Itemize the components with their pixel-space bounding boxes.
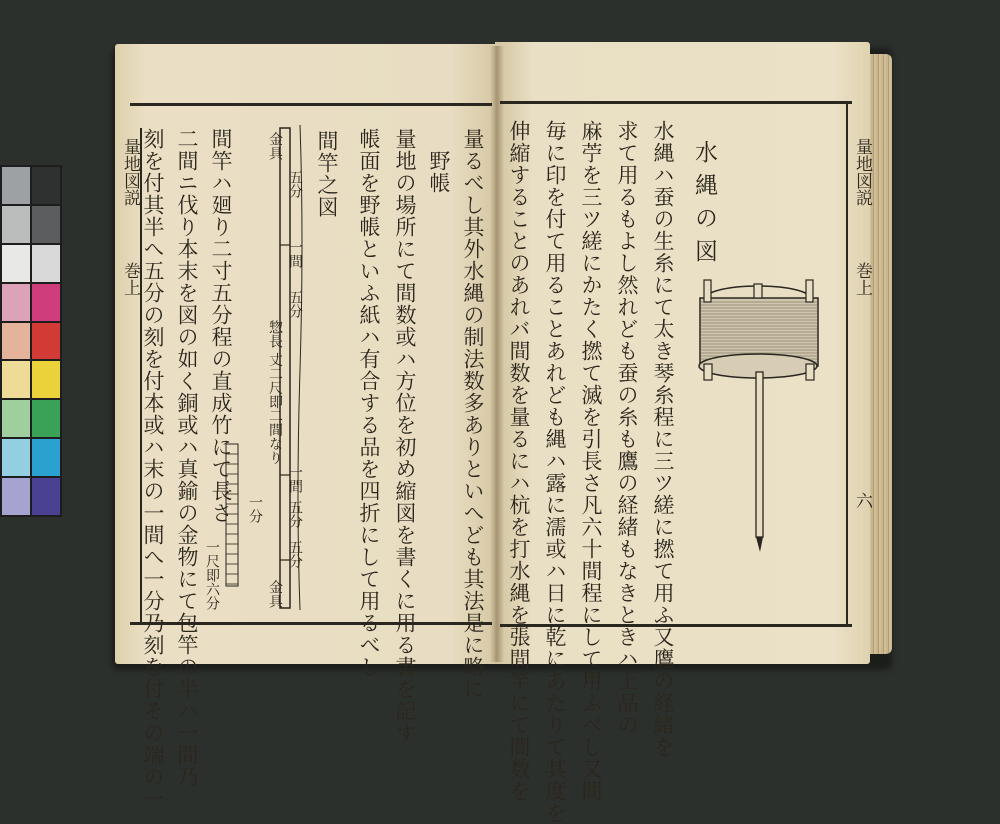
left-text-column-6: 間竿ハ廻り二寸五分程の直成竹にて長さ	[209, 128, 233, 524]
pole-detail-inset	[218, 440, 248, 590]
label-total-length: 惣長 丈二尺即二間なり	[267, 320, 283, 465]
right-text-column-1: 水縄ハ蚕の生糸にて太き琴糸程に三ツ縒に撚て用ふ又鷹の経緒を	[651, 120, 675, 758]
left-text-column-7: 二間ニ伐り本末を図の如く銅或ハ真鍮の金物にて包竿の半ハ一間乃	[175, 128, 199, 788]
label-five-bu-4: 五分	[287, 540, 303, 568]
left-heading-yacho: 野帳	[427, 150, 451, 194]
color-patch	[2, 245, 30, 282]
label-one-ken-1: 一間	[287, 240, 303, 268]
color-patch	[32, 323, 60, 360]
label-one-ken-2: 一間	[287, 465, 303, 493]
reel-foot-left	[704, 364, 712, 380]
color-patch	[2, 439, 30, 476]
inset-outline	[226, 444, 238, 586]
right-text-column-5: 伸縮することのあれバ間数を量るにハ杭を打水縄を張間竿にて間数を	[507, 120, 531, 802]
label-inset-note: 一尺即六分	[204, 540, 220, 610]
label-one-bu: 一分	[247, 495, 263, 523]
label-five-bu-2: 五分	[287, 290, 303, 318]
reel-foot-right	[806, 364, 814, 380]
color-patch	[2, 167, 30, 204]
right-hashira-title: 量地図説	[852, 138, 872, 206]
right-hashira-volume: 巻上	[852, 262, 872, 296]
mizunawa-reel-illustration	[690, 272, 830, 557]
left-text-column-4: 帳面を野帳といふ紙ハ有合する品を四折にして用るべし	[357, 128, 381, 678]
label-five-bu-3: 五分	[287, 500, 303, 528]
label-bottom-cap: 金具	[267, 580, 283, 608]
color-patch	[32, 284, 60, 321]
color-patch	[32, 361, 60, 398]
left-frame-top-rule	[130, 103, 492, 106]
right-frame-top-rule	[500, 101, 852, 104]
color-patch	[2, 478, 30, 515]
left-text-column-8: 刻を付其半へ五分の刻を付本或ハ末の一間へ一分乃刻を付その端の一	[141, 128, 165, 810]
label-top-cap: 金具	[267, 132, 283, 160]
reel-post-center	[754, 284, 762, 298]
reel-stake-tip	[756, 537, 763, 552]
color-patch	[32, 245, 60, 282]
color-patch	[32, 478, 60, 515]
reel-post-left	[704, 280, 711, 302]
figure-title: 水縄の図	[691, 140, 717, 272]
color-patch	[32, 400, 60, 437]
color-patch	[2, 284, 30, 321]
color-patch	[32, 167, 60, 204]
right-hashira-folio: 六	[852, 492, 872, 509]
color-patch	[2, 206, 30, 243]
color-patch	[2, 323, 30, 360]
color-calibration-strip	[0, 165, 62, 517]
color-patch	[2, 400, 30, 437]
right-text-column-4: 毎に印を付て用ることあれども縄ハ露に濡或ハ日に乾にあたりて其度を	[543, 120, 567, 824]
left-text-column-1: 量るべし其外水縄の制法数多ありといへども其法是に略に	[461, 128, 485, 700]
color-patch	[32, 206, 60, 243]
book-gutter	[490, 46, 504, 662]
label-five-bu-1: 五分	[287, 170, 303, 198]
reel-post-right	[806, 280, 813, 302]
left-hashira-volume: 巻上	[120, 262, 140, 296]
right-text-column-3: 麻苧を三ツ縒にかたく撚て滅を引長さ凡六十間程にして用ふべし又間	[579, 120, 603, 802]
left-hashira-title: 量地図説	[120, 138, 140, 206]
reel-stake	[756, 372, 763, 537]
color-patch	[2, 361, 30, 398]
left-text-column-3: 量地の場所にて間数或ハ方位を初め縮図を書くに用る書を記す	[393, 128, 417, 744]
left-heading-kenzao: 間竿之図	[315, 130, 339, 218]
color-patch	[32, 439, 60, 476]
right-text-column-2: 求て用るもよし然れども蚕の糸も鷹の経緒もなきときハ上品の	[615, 120, 639, 736]
